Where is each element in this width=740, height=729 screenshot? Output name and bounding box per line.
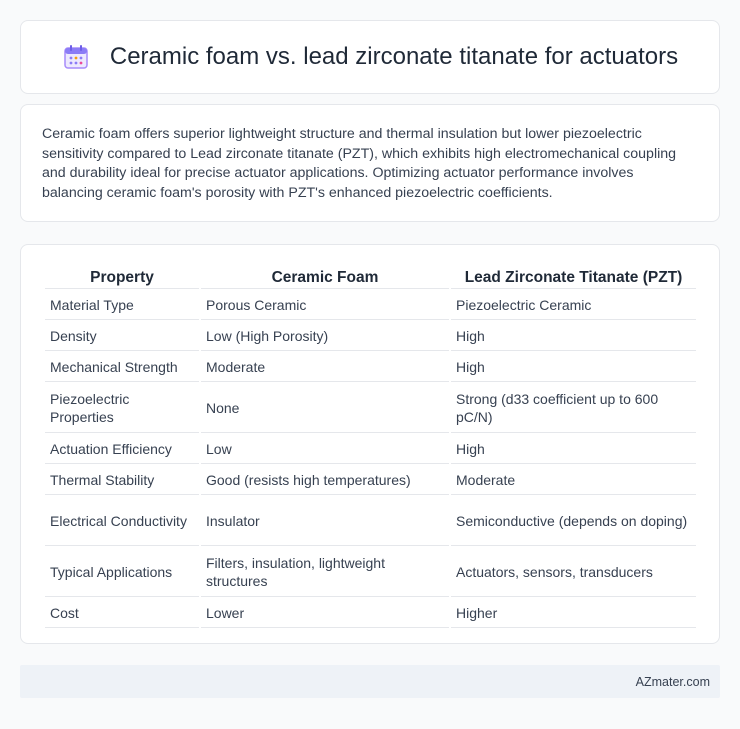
cell-foam: Lower: [201, 599, 449, 628]
cell-pzt: Moderate: [451, 466, 696, 495]
table-row: [45, 353, 696, 382]
cell-pzt: High: [451, 353, 696, 382]
cell-foam: None: [201, 384, 449, 433]
cell-pzt: Strong (d33 coefficient up to 600 pC/N): [451, 384, 696, 433]
footer: [20, 665, 720, 698]
header-property: Property: [45, 267, 199, 289]
comparison-table-card: [20, 244, 720, 644]
cell-foam: Moderate: [201, 353, 449, 382]
cell-property: Material Type: [45, 291, 199, 320]
cell-foam: Porous Ceramic: [201, 291, 449, 320]
cell-pzt: Actuators, sensors, transducers: [451, 548, 696, 597]
header-pzt: Lead Zirconate Titanate (PZT): [451, 267, 696, 289]
table-row: [45, 599, 696, 628]
table-row: [45, 435, 696, 464]
cell-property: Actuation Efficiency: [45, 435, 199, 464]
cell-pzt: Higher: [451, 599, 696, 628]
table-row: [45, 466, 696, 495]
cell-pzt: Piezoelectric Ceramic: [451, 291, 696, 320]
cell-foam: Low: [201, 435, 449, 464]
table-row: [45, 291, 696, 320]
cell-foam: Good (resists high temperatures): [201, 466, 449, 495]
cell-property: Typical Applications: [45, 548, 199, 597]
table-header-row: [45, 267, 696, 289]
footer-brand[interactable]: AZmater.com: [635, 674, 710, 689]
cell-property: Mechanical Strength: [45, 353, 199, 382]
cell-pzt: High: [451, 435, 696, 464]
summary-text: Ceramic foam offers superior lightweight structure and thermal insulation but lower piezoelectric sensitivity compared to Lead zirconate titanate (PZT), which exhibits high electromechanical coupling and durability ideal for precise actuator applications. Optimizing actuator performance involves balancing ceramic foam's porosity with PZT's enhanced piezoelectric coefficients.: [42, 126, 677, 201]
cell-foam: Insulator: [201, 497, 449, 546]
title-card: [20, 20, 720, 94]
table-row: [45, 384, 696, 433]
cell-foam: Low (High Porosity): [201, 322, 449, 351]
cell-pzt: Semiconductive (depends on doping): [451, 497, 696, 546]
comparison-table: [43, 265, 698, 630]
table-row: [45, 497, 696, 546]
summary-card: [20, 104, 720, 222]
cell-foam: Filters, insulation, lightweight structures: [201, 548, 449, 597]
cell-property: Electrical Conductivity: [45, 497, 199, 546]
table-row: [45, 322, 696, 351]
cell-property: Piezoelectric Properties: [45, 384, 199, 433]
cell-property: Thermal Stability: [45, 466, 199, 495]
table-row: [45, 548, 696, 597]
page-title: Ceramic foam vs. lead zirconate titanate for actuators: [109, 43, 679, 70]
cell-pzt: High: [451, 322, 696, 351]
cell-property: Cost: [45, 599, 199, 628]
calendar-icon: [62, 43, 90, 71]
header-ceramic-foam: Ceramic Foam: [201, 267, 449, 289]
cell-property: Density: [45, 322, 199, 351]
